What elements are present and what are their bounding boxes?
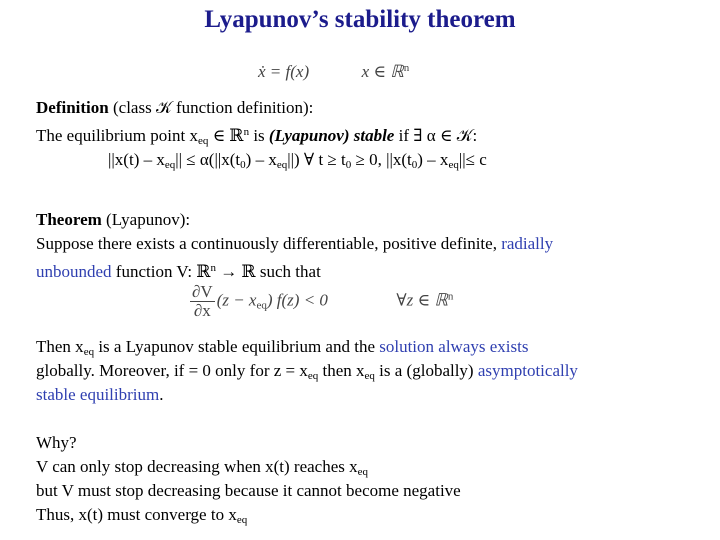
theorem-highlight: radially (501, 234, 554, 253)
subscript: eq (256, 299, 267, 312)
why-line-3: but V must stop decreasing because it cannot become negative (36, 481, 461, 500)
superscript: n (243, 126, 250, 138)
subscript: eq (164, 159, 176, 171)
lyapunov-condition-equation (190, 283, 453, 320)
subscript: eq (357, 466, 369, 478)
conclusion-text: Then x (36, 337, 84, 356)
theorem-heading (36, 208, 190, 232)
why-text: Thus, x(t) must converge to x (36, 505, 237, 524)
conclusion-text: then x (318, 361, 365, 380)
theorem-line-2 (36, 232, 553, 256)
theorem-label-suffix: (Lyapunov): (101, 210, 191, 229)
theorem-text: Suppose there exists a continuously differentiable, positive definite, (36, 234, 502, 253)
conclusion-highlight: solution always exists (379, 337, 529, 356)
slide-title: Lyapunov’s stability theorem (204, 6, 516, 33)
definition-label: Definition (36, 98, 109, 117)
fraction-denominator: ∂x (193, 301, 211, 320)
conclusion-text: is a Lyapunov stable equilibrium and the (94, 337, 380, 356)
conclusion-text: globally. Moreover, if = 0 only for z = x (36, 361, 308, 380)
subscript: 0 (411, 159, 418, 171)
conclusion-highlight: stable equilibrium (36, 385, 160, 404)
system-equation-rhs: x ∈ ℝ (361, 62, 404, 81)
definition-text: ∈ ℝ (208, 126, 244, 145)
superscript: n (447, 290, 454, 303)
why-heading: Why? (36, 433, 77, 452)
subscript: 0 (240, 159, 246, 171)
definition-label-suffix: (class 𝒦 function definition): (108, 98, 314, 117)
theorem-text: function V: ℝ (111, 262, 211, 281)
why-text: V can only stop decreasing when x(t) reaches x (36, 457, 358, 476)
subscript: 0 (345, 159, 352, 171)
definition-text: if ∃ α ∈ 𝒦: (394, 126, 478, 145)
system-equation (258, 62, 409, 82)
inequality-text: ≥ 0, ||x(t (351, 150, 412, 169)
subscript: eq (307, 370, 319, 382)
conclusion-text: is a (globally) (374, 361, 478, 380)
system-equation-rhs-sup: n (403, 62, 410, 74)
system-equation-lhs: ẋ = f(x) (258, 62, 310, 81)
conclusion-text: . (159, 385, 164, 404)
subscript: eq (448, 159, 459, 171)
definition-inequality (108, 148, 487, 177)
fraction-numerator: ∂V (192, 282, 213, 301)
inequality-text: || ≤ α(||x(t (175, 150, 241, 169)
conclusion-line-3 (36, 383, 163, 407)
condition-text: (z − x (216, 290, 257, 310)
conclusion-highlight: asymptotically (477, 361, 578, 380)
inequality-text: ||) ∀ t ≥ t (287, 150, 346, 169)
superscript: n (210, 262, 217, 274)
inequality-text: ||≤ c (458, 150, 487, 169)
subscript: eq (364, 370, 375, 382)
definition-heading (36, 96, 313, 120)
subscript: eq (276, 159, 288, 171)
inequality-text: ) – x (245, 150, 277, 169)
condition-quantifier: ∀z ∈ ℝ (396, 290, 448, 310)
inequality-text: ) – x (417, 150, 449, 169)
why-line-4 (36, 503, 247, 532)
theorem-text: → ℝ such that (216, 262, 321, 281)
theorem-line-3 (36, 256, 321, 284)
definition-text: The equilibrium point x (36, 126, 198, 145)
theorem-highlight: unbounded (36, 262, 112, 281)
definition-emphasis: (Lyapunov) stable (268, 126, 395, 145)
subscript: eq (197, 135, 209, 147)
inequality-text: ||x(t) – x (108, 150, 165, 169)
condition-text: ) f(z) < 0 (266, 290, 328, 310)
theorem-label: Theorem (36, 210, 102, 229)
subscript: eq (83, 346, 95, 358)
definition-text: is (249, 126, 269, 145)
partial-derivative (190, 283, 215, 320)
subscript: eq (236, 514, 248, 526)
